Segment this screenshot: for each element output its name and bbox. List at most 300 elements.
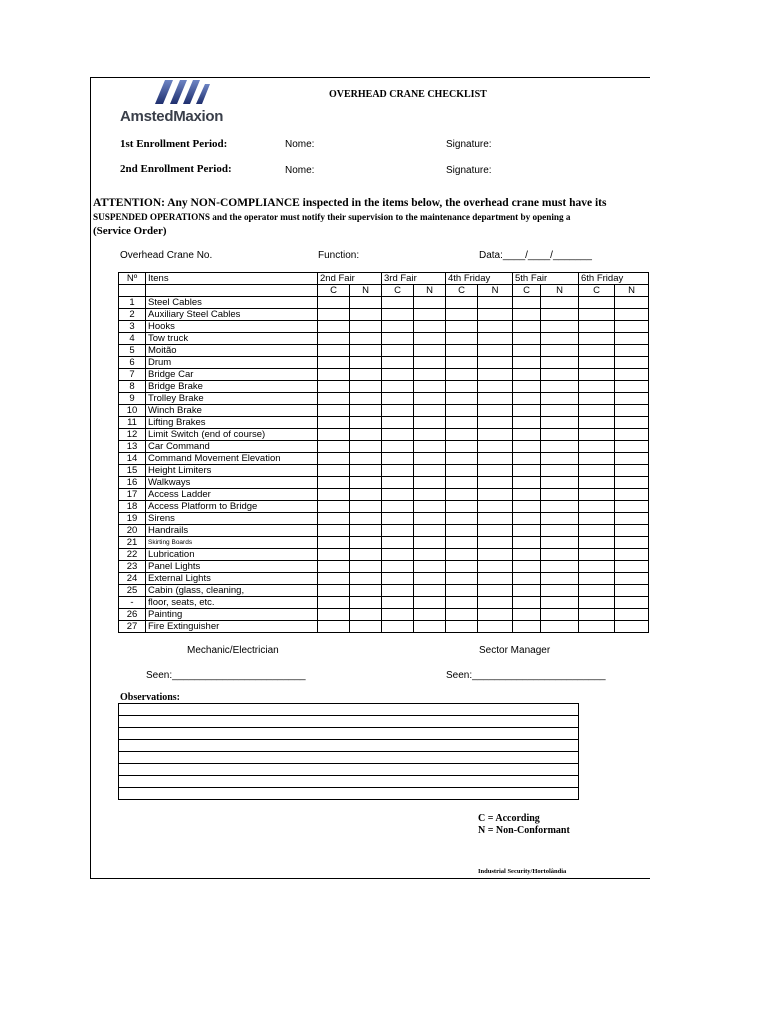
c-checkbox-cell[interactable]: [446, 345, 478, 357]
n-checkbox-cell[interactable]: [615, 429, 649, 441]
c-checkbox-cell[interactable]: [446, 417, 478, 429]
c-checkbox-cell[interactable]: [318, 501, 350, 513]
observation-cell[interactable]: [119, 776, 579, 788]
n-checkbox-cell[interactable]: [478, 321, 513, 333]
c-checkbox-cell[interactable]: [446, 309, 478, 321]
c-checkbox-cell[interactable]: [513, 549, 541, 561]
n-checkbox-cell[interactable]: [350, 417, 382, 429]
n-checkbox-cell[interactable]: [541, 453, 579, 465]
n-checkbox-cell[interactable]: [350, 561, 382, 573]
n-checkbox-cell[interactable]: [414, 525, 446, 537]
c-checkbox-cell[interactable]: [513, 501, 541, 513]
n-checkbox-cell[interactable]: [615, 417, 649, 429]
n-checkbox-cell[interactable]: [414, 369, 446, 381]
n-checkbox-cell[interactable]: [615, 405, 649, 417]
c-checkbox-cell[interactable]: [513, 381, 541, 393]
c-checkbox-cell[interactable]: [382, 561, 414, 573]
n-checkbox-cell[interactable]: [615, 597, 649, 609]
n-checkbox-cell[interactable]: [414, 405, 446, 417]
n-checkbox-cell[interactable]: [414, 381, 446, 393]
c-checkbox-cell[interactable]: [513, 621, 541, 633]
observation-line[interactable]: [119, 764, 579, 776]
n-checkbox-cell[interactable]: [414, 597, 446, 609]
c-checkbox-cell[interactable]: [513, 393, 541, 405]
c-checkbox-cell[interactable]: [579, 345, 615, 357]
c-checkbox-cell[interactable]: [513, 513, 541, 525]
c-checkbox-cell[interactable]: [318, 585, 350, 597]
n-checkbox-cell[interactable]: [615, 489, 649, 501]
c-checkbox-cell[interactable]: [318, 357, 350, 369]
n-checkbox-cell[interactable]: [350, 573, 382, 585]
n-checkbox-cell[interactable]: [478, 309, 513, 321]
n-checkbox-cell[interactable]: [414, 309, 446, 321]
n-checkbox-cell[interactable]: [414, 585, 446, 597]
n-checkbox-cell[interactable]: [414, 477, 446, 489]
n-checkbox-cell[interactable]: [478, 345, 513, 357]
n-checkbox-cell[interactable]: [350, 345, 382, 357]
c-checkbox-cell[interactable]: [579, 405, 615, 417]
n-checkbox-cell[interactable]: [414, 333, 446, 345]
n-checkbox-cell[interactable]: [541, 381, 579, 393]
n-checkbox-cell[interactable]: [414, 429, 446, 441]
c-checkbox-cell[interactable]: [318, 441, 350, 453]
c-checkbox-cell[interactable]: [382, 537, 414, 549]
n-checkbox-cell[interactable]: [541, 549, 579, 561]
c-checkbox-cell[interactable]: [446, 501, 478, 513]
c-checkbox-cell[interactable]: [382, 405, 414, 417]
c-checkbox-cell[interactable]: [382, 309, 414, 321]
n-checkbox-cell[interactable]: [615, 561, 649, 573]
n-checkbox-cell[interactable]: [350, 501, 382, 513]
n-checkbox-cell[interactable]: [615, 333, 649, 345]
n-checkbox-cell[interactable]: [350, 621, 382, 633]
observation-cell[interactable]: [119, 704, 579, 716]
c-checkbox-cell[interactable]: [513, 489, 541, 501]
n-checkbox-cell[interactable]: [350, 537, 382, 549]
c-checkbox-cell[interactable]: [513, 609, 541, 621]
n-checkbox-cell[interactable]: [478, 453, 513, 465]
c-checkbox-cell[interactable]: [446, 513, 478, 525]
n-checkbox-cell[interactable]: [350, 405, 382, 417]
n-checkbox-cell[interactable]: [615, 345, 649, 357]
n-checkbox-cell[interactable]: [478, 525, 513, 537]
c-checkbox-cell[interactable]: [382, 417, 414, 429]
c-checkbox-cell[interactable]: [579, 597, 615, 609]
c-checkbox-cell[interactable]: [446, 489, 478, 501]
c-checkbox-cell[interactable]: [446, 333, 478, 345]
observation-cell[interactable]: [119, 728, 579, 740]
c-checkbox-cell[interactable]: [513, 429, 541, 441]
n-checkbox-cell[interactable]: [541, 621, 579, 633]
n-checkbox-cell[interactable]: [350, 609, 382, 621]
c-checkbox-cell[interactable]: [382, 345, 414, 357]
c-checkbox-cell[interactable]: [382, 513, 414, 525]
c-checkbox-cell[interactable]: [318, 537, 350, 549]
n-checkbox-cell[interactable]: [615, 441, 649, 453]
n-checkbox-cell[interactable]: [615, 585, 649, 597]
c-checkbox-cell[interactable]: [579, 477, 615, 489]
c-checkbox-cell[interactable]: [579, 621, 615, 633]
n-checkbox-cell[interactable]: [414, 489, 446, 501]
c-checkbox-cell[interactable]: [579, 333, 615, 345]
n-checkbox-cell[interactable]: [478, 393, 513, 405]
n-checkbox-cell[interactable]: [478, 513, 513, 525]
n-checkbox-cell[interactable]: [350, 489, 382, 501]
c-checkbox-cell[interactable]: [446, 393, 478, 405]
n-checkbox-cell[interactable]: [541, 513, 579, 525]
n-checkbox-cell[interactable]: [414, 501, 446, 513]
c-checkbox-cell[interactable]: [382, 597, 414, 609]
c-checkbox-cell[interactable]: [513, 525, 541, 537]
n-checkbox-cell[interactable]: [414, 513, 446, 525]
n-checkbox-cell[interactable]: [541, 369, 579, 381]
c-checkbox-cell[interactable]: [318, 381, 350, 393]
n-checkbox-cell[interactable]: [350, 357, 382, 369]
c-checkbox-cell[interactable]: [382, 585, 414, 597]
c-checkbox-cell[interactable]: [446, 549, 478, 561]
c-checkbox-cell[interactable]: [318, 525, 350, 537]
c-checkbox-cell[interactable]: [446, 525, 478, 537]
n-checkbox-cell[interactable]: [478, 501, 513, 513]
n-checkbox-cell[interactable]: [541, 441, 579, 453]
c-checkbox-cell[interactable]: [318, 393, 350, 405]
c-checkbox-cell[interactable]: [579, 381, 615, 393]
n-checkbox-cell[interactable]: [478, 441, 513, 453]
observation-line[interactable]: [119, 728, 579, 740]
c-checkbox-cell[interactable]: [579, 453, 615, 465]
n-checkbox-cell[interactable]: [615, 369, 649, 381]
c-checkbox-cell[interactable]: [382, 333, 414, 345]
c-checkbox-cell[interactable]: [318, 621, 350, 633]
n-checkbox-cell[interactable]: [414, 621, 446, 633]
c-checkbox-cell[interactable]: [446, 585, 478, 597]
observation-cell[interactable]: [119, 788, 579, 800]
c-checkbox-cell[interactable]: [318, 549, 350, 561]
n-checkbox-cell[interactable]: [615, 297, 649, 309]
observation-line[interactable]: [119, 716, 579, 728]
n-checkbox-cell[interactable]: [541, 333, 579, 345]
c-checkbox-cell[interactable]: [446, 405, 478, 417]
n-checkbox-cell[interactable]: [478, 585, 513, 597]
n-checkbox-cell[interactable]: [414, 537, 446, 549]
c-checkbox-cell[interactable]: [579, 537, 615, 549]
c-checkbox-cell[interactable]: [579, 357, 615, 369]
n-checkbox-cell[interactable]: [615, 537, 649, 549]
c-checkbox-cell[interactable]: [513, 369, 541, 381]
mechanic-seen-line[interactable]: Seen:________________________: [146, 670, 306, 681]
c-checkbox-cell[interactable]: [513, 441, 541, 453]
n-checkbox-cell[interactable]: [350, 585, 382, 597]
c-checkbox-cell[interactable]: [446, 381, 478, 393]
observation-line[interactable]: [119, 776, 579, 788]
c-checkbox-cell[interactable]: [382, 321, 414, 333]
c-checkbox-cell[interactable]: [513, 357, 541, 369]
n-checkbox-cell[interactable]: [615, 609, 649, 621]
c-checkbox-cell[interactable]: [446, 621, 478, 633]
n-checkbox-cell[interactable]: [414, 441, 446, 453]
c-checkbox-cell[interactable]: [579, 417, 615, 429]
n-checkbox-cell[interactable]: [615, 573, 649, 585]
n-checkbox-cell[interactable]: [541, 465, 579, 477]
c-checkbox-cell[interactable]: [318, 333, 350, 345]
n-checkbox-cell[interactable]: [350, 453, 382, 465]
n-checkbox-cell[interactable]: [414, 465, 446, 477]
c-checkbox-cell[interactable]: [579, 501, 615, 513]
c-checkbox-cell[interactable]: [513, 321, 541, 333]
c-checkbox-cell[interactable]: [579, 609, 615, 621]
c-checkbox-cell[interactable]: [513, 537, 541, 549]
n-checkbox-cell[interactable]: [350, 465, 382, 477]
n-checkbox-cell[interactable]: [541, 357, 579, 369]
c-checkbox-cell[interactable]: [382, 393, 414, 405]
n-checkbox-cell[interactable]: [541, 609, 579, 621]
n-checkbox-cell[interactable]: [350, 309, 382, 321]
c-checkbox-cell[interactable]: [579, 561, 615, 573]
enrollment-2-name-label: Nome:: [285, 165, 315, 176]
c-checkbox-cell[interactable]: [318, 573, 350, 585]
c-checkbox-cell[interactable]: [382, 369, 414, 381]
observation-line[interactable]: [119, 704, 579, 716]
n-checkbox-cell[interactable]: [350, 333, 382, 345]
n-checkbox-cell[interactable]: [541, 573, 579, 585]
n-checkbox-cell[interactable]: [541, 321, 579, 333]
n-checkbox-cell[interactable]: [615, 477, 649, 489]
c-checkbox-cell[interactable]: [579, 585, 615, 597]
c-checkbox-cell[interactable]: [318, 597, 350, 609]
n-checkbox-cell[interactable]: [350, 381, 382, 393]
c-checkbox-cell[interactable]: [382, 609, 414, 621]
observation-cell[interactable]: [119, 752, 579, 764]
c-checkbox-cell[interactable]: [318, 309, 350, 321]
n-checkbox-cell[interactable]: [478, 429, 513, 441]
n-checkbox-cell[interactable]: [541, 429, 579, 441]
c-checkbox-cell[interactable]: [513, 309, 541, 321]
c-checkbox-cell[interactable]: [446, 441, 478, 453]
n-checkbox-cell[interactable]: [615, 309, 649, 321]
n-checkbox-cell[interactable]: [478, 597, 513, 609]
n-checkbox-cell[interactable]: [541, 561, 579, 573]
n-checkbox-cell[interactable]: [414, 393, 446, 405]
c-checkbox-cell[interactable]: [382, 453, 414, 465]
n-checkbox-cell[interactable]: [541, 405, 579, 417]
c-checkbox-cell[interactable]: [382, 297, 414, 309]
c-checkbox-cell[interactable]: [318, 345, 350, 357]
n-checkbox-cell[interactable]: [350, 597, 382, 609]
n-checkbox-cell[interactable]: [615, 357, 649, 369]
c-checkbox-cell[interactable]: [579, 573, 615, 585]
observation-cell[interactable]: [119, 740, 579, 752]
n-checkbox-cell[interactable]: [541, 393, 579, 405]
n-checkbox-cell[interactable]: [478, 417, 513, 429]
n-checkbox-cell[interactable]: [478, 489, 513, 501]
n-checkbox-cell[interactable]: [615, 393, 649, 405]
c-checkbox-cell[interactable]: [446, 369, 478, 381]
c-checkbox-cell[interactable]: [318, 321, 350, 333]
c-checkbox-cell[interactable]: [318, 297, 350, 309]
c-checkbox-cell[interactable]: [446, 477, 478, 489]
c-checkbox-cell[interactable]: [382, 381, 414, 393]
n-checkbox-cell[interactable]: [615, 501, 649, 513]
observation-cell[interactable]: [119, 716, 579, 728]
c-checkbox-cell[interactable]: [579, 441, 615, 453]
c-checkbox-cell[interactable]: [382, 525, 414, 537]
c-checkbox-cell[interactable]: [513, 585, 541, 597]
n-checkbox-cell[interactable]: [541, 345, 579, 357]
n-checkbox-cell[interactable]: [615, 453, 649, 465]
c-checkbox-cell[interactable]: [382, 501, 414, 513]
c-checkbox-cell[interactable]: [446, 429, 478, 441]
n-checkbox-cell[interactable]: [350, 477, 382, 489]
c-checkbox-cell[interactable]: [579, 429, 615, 441]
n-checkbox-cell[interactable]: [478, 357, 513, 369]
n-checkbox-cell[interactable]: [350, 369, 382, 381]
n-checkbox-cell[interactable]: [414, 357, 446, 369]
c-checkbox-cell[interactable]: [513, 573, 541, 585]
c-checkbox-cell[interactable]: [579, 321, 615, 333]
n-checkbox-cell[interactable]: [350, 513, 382, 525]
n-checkbox-cell[interactable]: [414, 321, 446, 333]
n-checkbox-cell[interactable]: [541, 501, 579, 513]
c-checkbox-cell[interactable]: [513, 405, 541, 417]
c-checkbox-cell[interactable]: [579, 393, 615, 405]
n-checkbox-cell[interactable]: [615, 381, 649, 393]
n-checkbox-cell[interactable]: [615, 549, 649, 561]
n-checkbox-cell[interactable]: [541, 477, 579, 489]
n-checkbox-cell[interactable]: [615, 621, 649, 633]
n-checkbox-cell[interactable]: [478, 297, 513, 309]
n-checkbox-cell[interactable]: [414, 561, 446, 573]
c-checkbox-cell[interactable]: [513, 333, 541, 345]
n-checkbox-cell[interactable]: [615, 321, 649, 333]
c-checkbox-cell[interactable]: [382, 549, 414, 561]
c-checkbox-cell[interactable]: [446, 609, 478, 621]
c-checkbox-cell[interactable]: [513, 417, 541, 429]
n-checkbox-cell[interactable]: [478, 465, 513, 477]
c-checkbox-cell[interactable]: [513, 465, 541, 477]
c-checkbox-cell[interactable]: [579, 489, 615, 501]
n-checkbox-cell[interactable]: [478, 477, 513, 489]
n-checkbox-cell[interactable]: [541, 525, 579, 537]
c-checkbox-cell[interactable]: [318, 513, 350, 525]
c-checkbox-cell[interactable]: [318, 429, 350, 441]
c-checkbox-cell[interactable]: [318, 405, 350, 417]
n-checkbox-cell[interactable]: [414, 345, 446, 357]
n-checkbox-cell[interactable]: [541, 537, 579, 549]
c-checkbox-cell[interactable]: [446, 597, 478, 609]
n-checkbox-cell[interactable]: [541, 597, 579, 609]
n-checkbox-cell[interactable]: [350, 393, 382, 405]
c-checkbox-cell[interactable]: [579, 297, 615, 309]
c-checkbox-cell[interactable]: [446, 453, 478, 465]
c-checkbox-cell[interactable]: [579, 369, 615, 381]
n-checkbox-cell[interactable]: [478, 561, 513, 573]
c-checkbox-cell[interactable]: [446, 321, 478, 333]
manager-seen-line[interactable]: Seen:________________________: [446, 670, 606, 681]
c-checkbox-cell[interactable]: [446, 537, 478, 549]
c-checkbox-cell[interactable]: [382, 357, 414, 369]
n-checkbox-cell[interactable]: [414, 609, 446, 621]
c-checkbox-cell[interactable]: [579, 549, 615, 561]
c-checkbox-cell[interactable]: [579, 309, 615, 321]
c-checkbox-cell[interactable]: [579, 525, 615, 537]
c-checkbox-cell[interactable]: [382, 441, 414, 453]
n-checkbox-cell[interactable]: [478, 381, 513, 393]
n-checkbox-cell[interactable]: [350, 525, 382, 537]
n-checkbox-cell[interactable]: [350, 321, 382, 333]
n-checkbox-cell[interactable]: [615, 513, 649, 525]
n-checkbox-cell[interactable]: [615, 525, 649, 537]
c-checkbox-cell[interactable]: [446, 297, 478, 309]
c-checkbox-cell[interactable]: [513, 597, 541, 609]
c-checkbox-cell[interactable]: [446, 561, 478, 573]
n-checkbox-cell[interactable]: [478, 369, 513, 381]
n-checkbox-cell[interactable]: [350, 441, 382, 453]
n-checkbox-cell[interactable]: [478, 549, 513, 561]
c-checkbox-cell[interactable]: [382, 573, 414, 585]
c-checkbox-cell[interactable]: [513, 561, 541, 573]
c-checkbox-cell[interactable]: [382, 489, 414, 501]
c-checkbox-cell[interactable]: [318, 465, 350, 477]
c-checkbox-cell[interactable]: [579, 465, 615, 477]
c-checkbox-cell[interactable]: [318, 417, 350, 429]
c-checkbox-cell[interactable]: [318, 489, 350, 501]
c-checkbox-cell[interactable]: [513, 345, 541, 357]
n-checkbox-cell[interactable]: [478, 537, 513, 549]
c-checkbox-cell[interactable]: [318, 477, 350, 489]
observation-line[interactable]: [119, 788, 579, 800]
n-checkbox-cell[interactable]: [478, 333, 513, 345]
c-checkbox-cell[interactable]: [318, 369, 350, 381]
n-checkbox-cell[interactable]: [478, 405, 513, 417]
observation-line[interactable]: [119, 740, 579, 752]
c-checkbox-cell[interactable]: [382, 465, 414, 477]
n-checkbox-cell[interactable]: [414, 297, 446, 309]
n-checkbox-cell[interactable]: [541, 489, 579, 501]
observations-table[interactable]: [118, 703, 579, 800]
c-checkbox-cell[interactable]: [513, 297, 541, 309]
c-checkbox-cell[interactable]: [446, 357, 478, 369]
n-checkbox-cell[interactable]: [541, 585, 579, 597]
c-checkbox-cell[interactable]: [318, 453, 350, 465]
c-checkbox-cell[interactable]: [382, 477, 414, 489]
c-checkbox-cell[interactable]: [513, 477, 541, 489]
n-checkbox-cell[interactable]: [350, 297, 382, 309]
n-checkbox-cell[interactable]: [350, 429, 382, 441]
n-checkbox-cell[interactable]: [615, 465, 649, 477]
c-checkbox-cell[interactable]: [446, 573, 478, 585]
c-checkbox-cell[interactable]: [382, 621, 414, 633]
n-checkbox-cell[interactable]: [478, 621, 513, 633]
observation-cell[interactable]: [119, 764, 579, 776]
c-checkbox-cell[interactable]: [513, 453, 541, 465]
n-checkbox-cell[interactable]: [414, 573, 446, 585]
observation-line[interactable]: [119, 752, 579, 764]
c-checkbox-cell[interactable]: [382, 429, 414, 441]
n-checkbox-cell[interactable]: [478, 609, 513, 621]
n-checkbox-cell[interactable]: [414, 453, 446, 465]
c-checkbox-cell[interactable]: [318, 609, 350, 621]
c-checkbox-cell[interactable]: [579, 513, 615, 525]
c-checkbox-cell[interactable]: [318, 561, 350, 573]
c-checkbox-cell[interactable]: [446, 465, 478, 477]
n-checkbox-cell[interactable]: [414, 549, 446, 561]
n-checkbox-cell[interactable]: [414, 417, 446, 429]
n-checkbox-cell[interactable]: [541, 309, 579, 321]
n-checkbox-cell[interactable]: [541, 297, 579, 309]
n-checkbox-cell[interactable]: [541, 417, 579, 429]
n-checkbox-cell[interactable]: [350, 549, 382, 561]
n-checkbox-cell[interactable]: [478, 573, 513, 585]
